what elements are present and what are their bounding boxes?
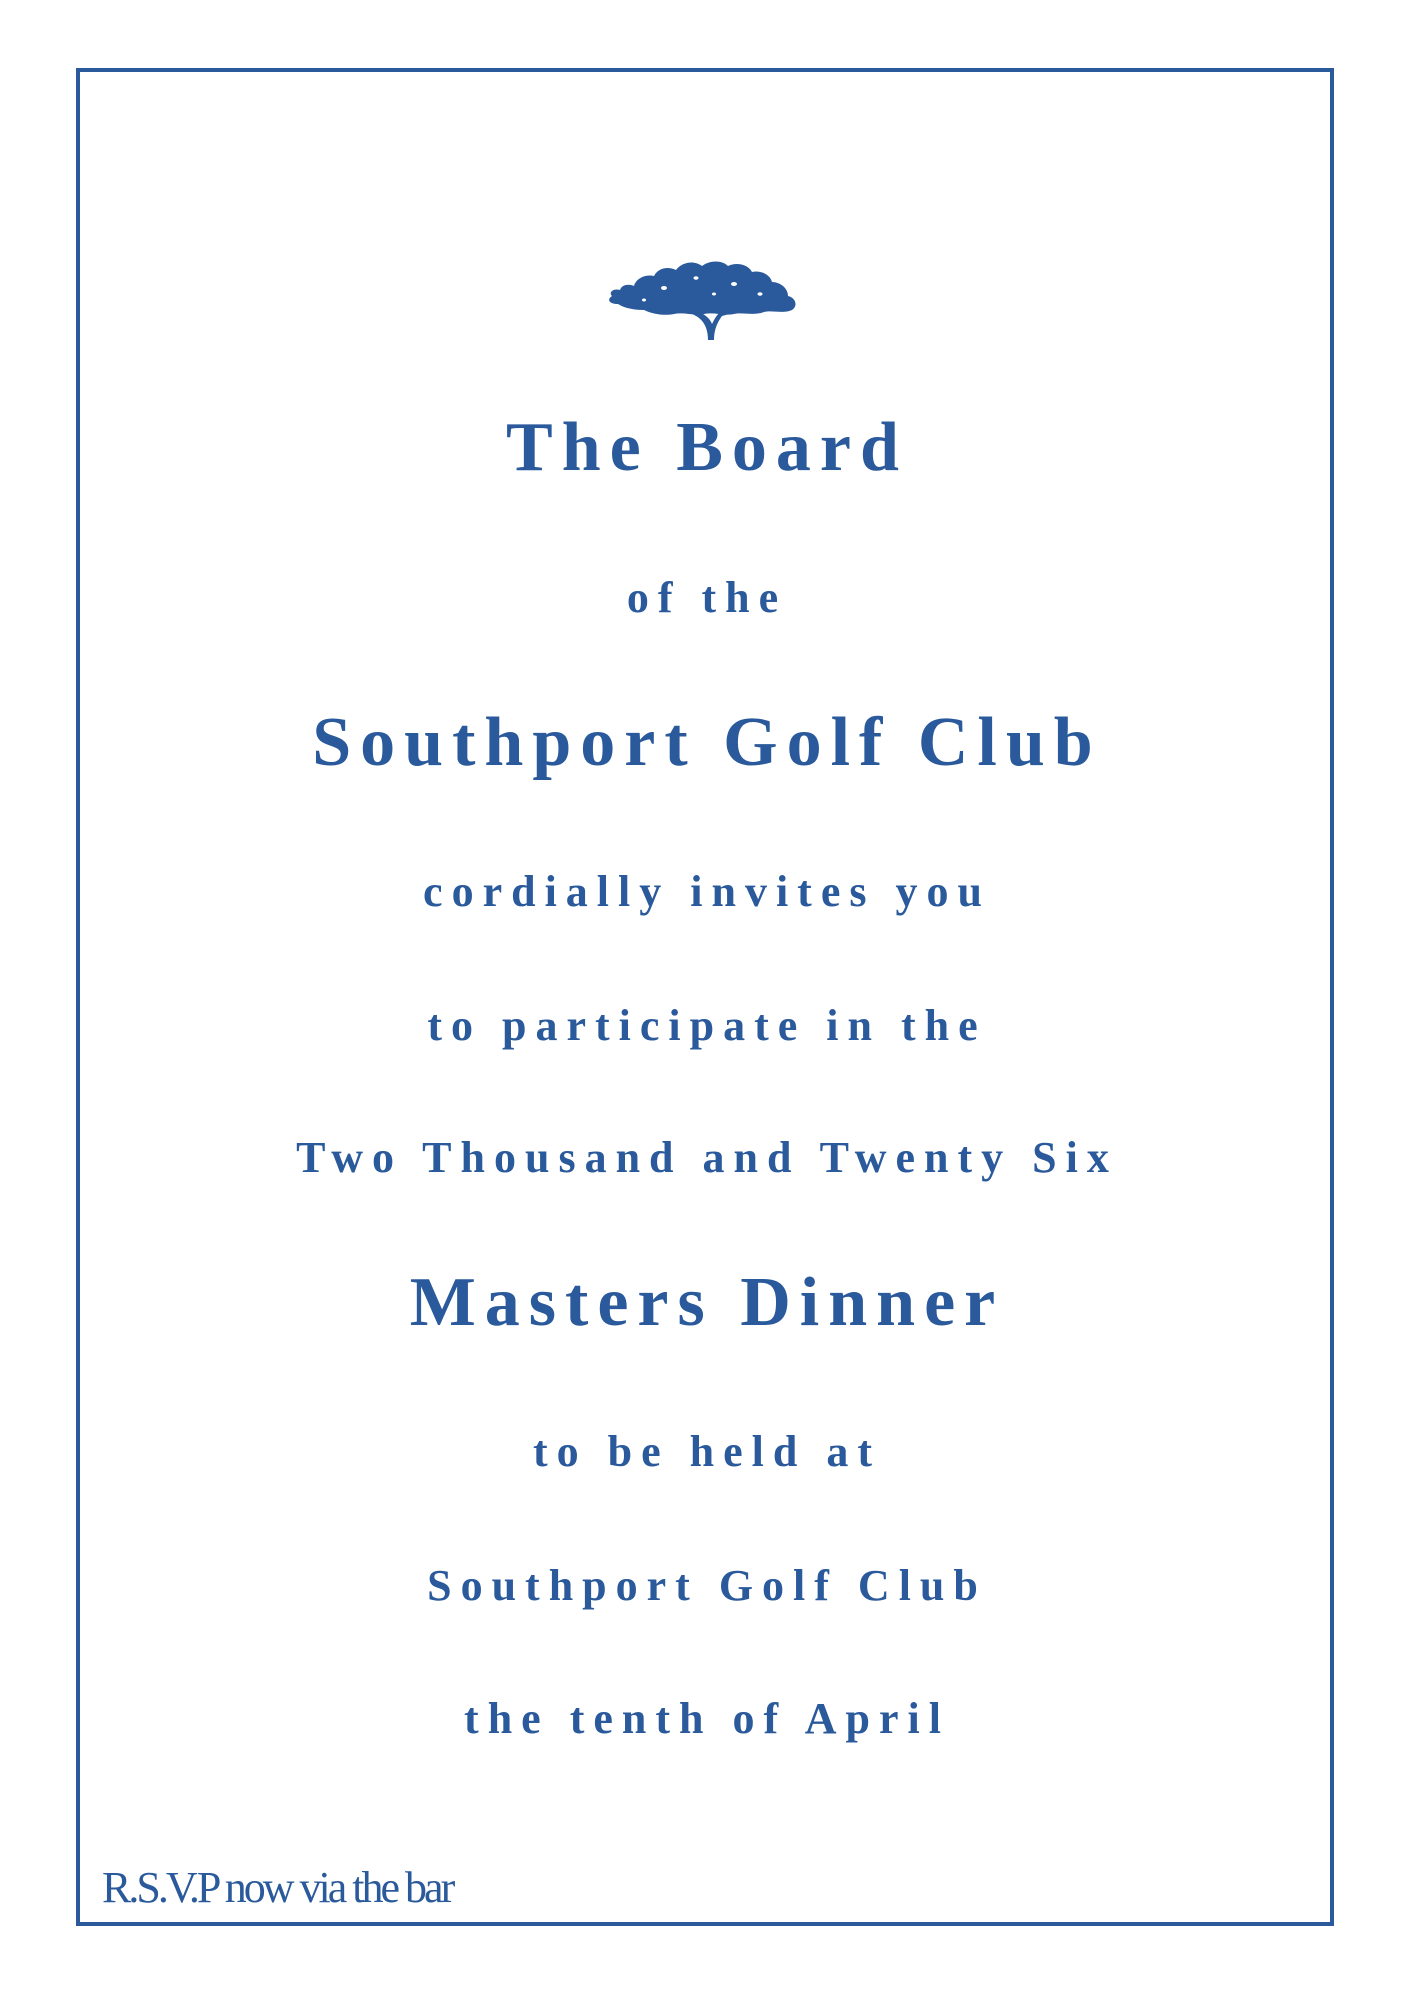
held-at-line: to be held at [533, 1427, 881, 1476]
title-line: The Board [506, 409, 908, 486]
invites-line: cordially invites you [423, 867, 991, 916]
club-name-line: Southport Golf Club [312, 704, 1102, 781]
of-the-line: of the [626, 573, 788, 622]
participate-line: to participate in the [427, 1001, 987, 1050]
tree-icon [604, 244, 804, 340]
rsvp-note: R.S.V.P now via the bar [102, 1863, 453, 1912]
venue-line: Southport Golf Club [427, 1561, 987, 1610]
invitation-border [76, 68, 1334, 1926]
event-name-line: Masters Dinner [409, 1264, 1005, 1341]
year-line: Two Thousand and Twenty Six [296, 1133, 1118, 1182]
date-line: the tenth of April [464, 1694, 950, 1743]
